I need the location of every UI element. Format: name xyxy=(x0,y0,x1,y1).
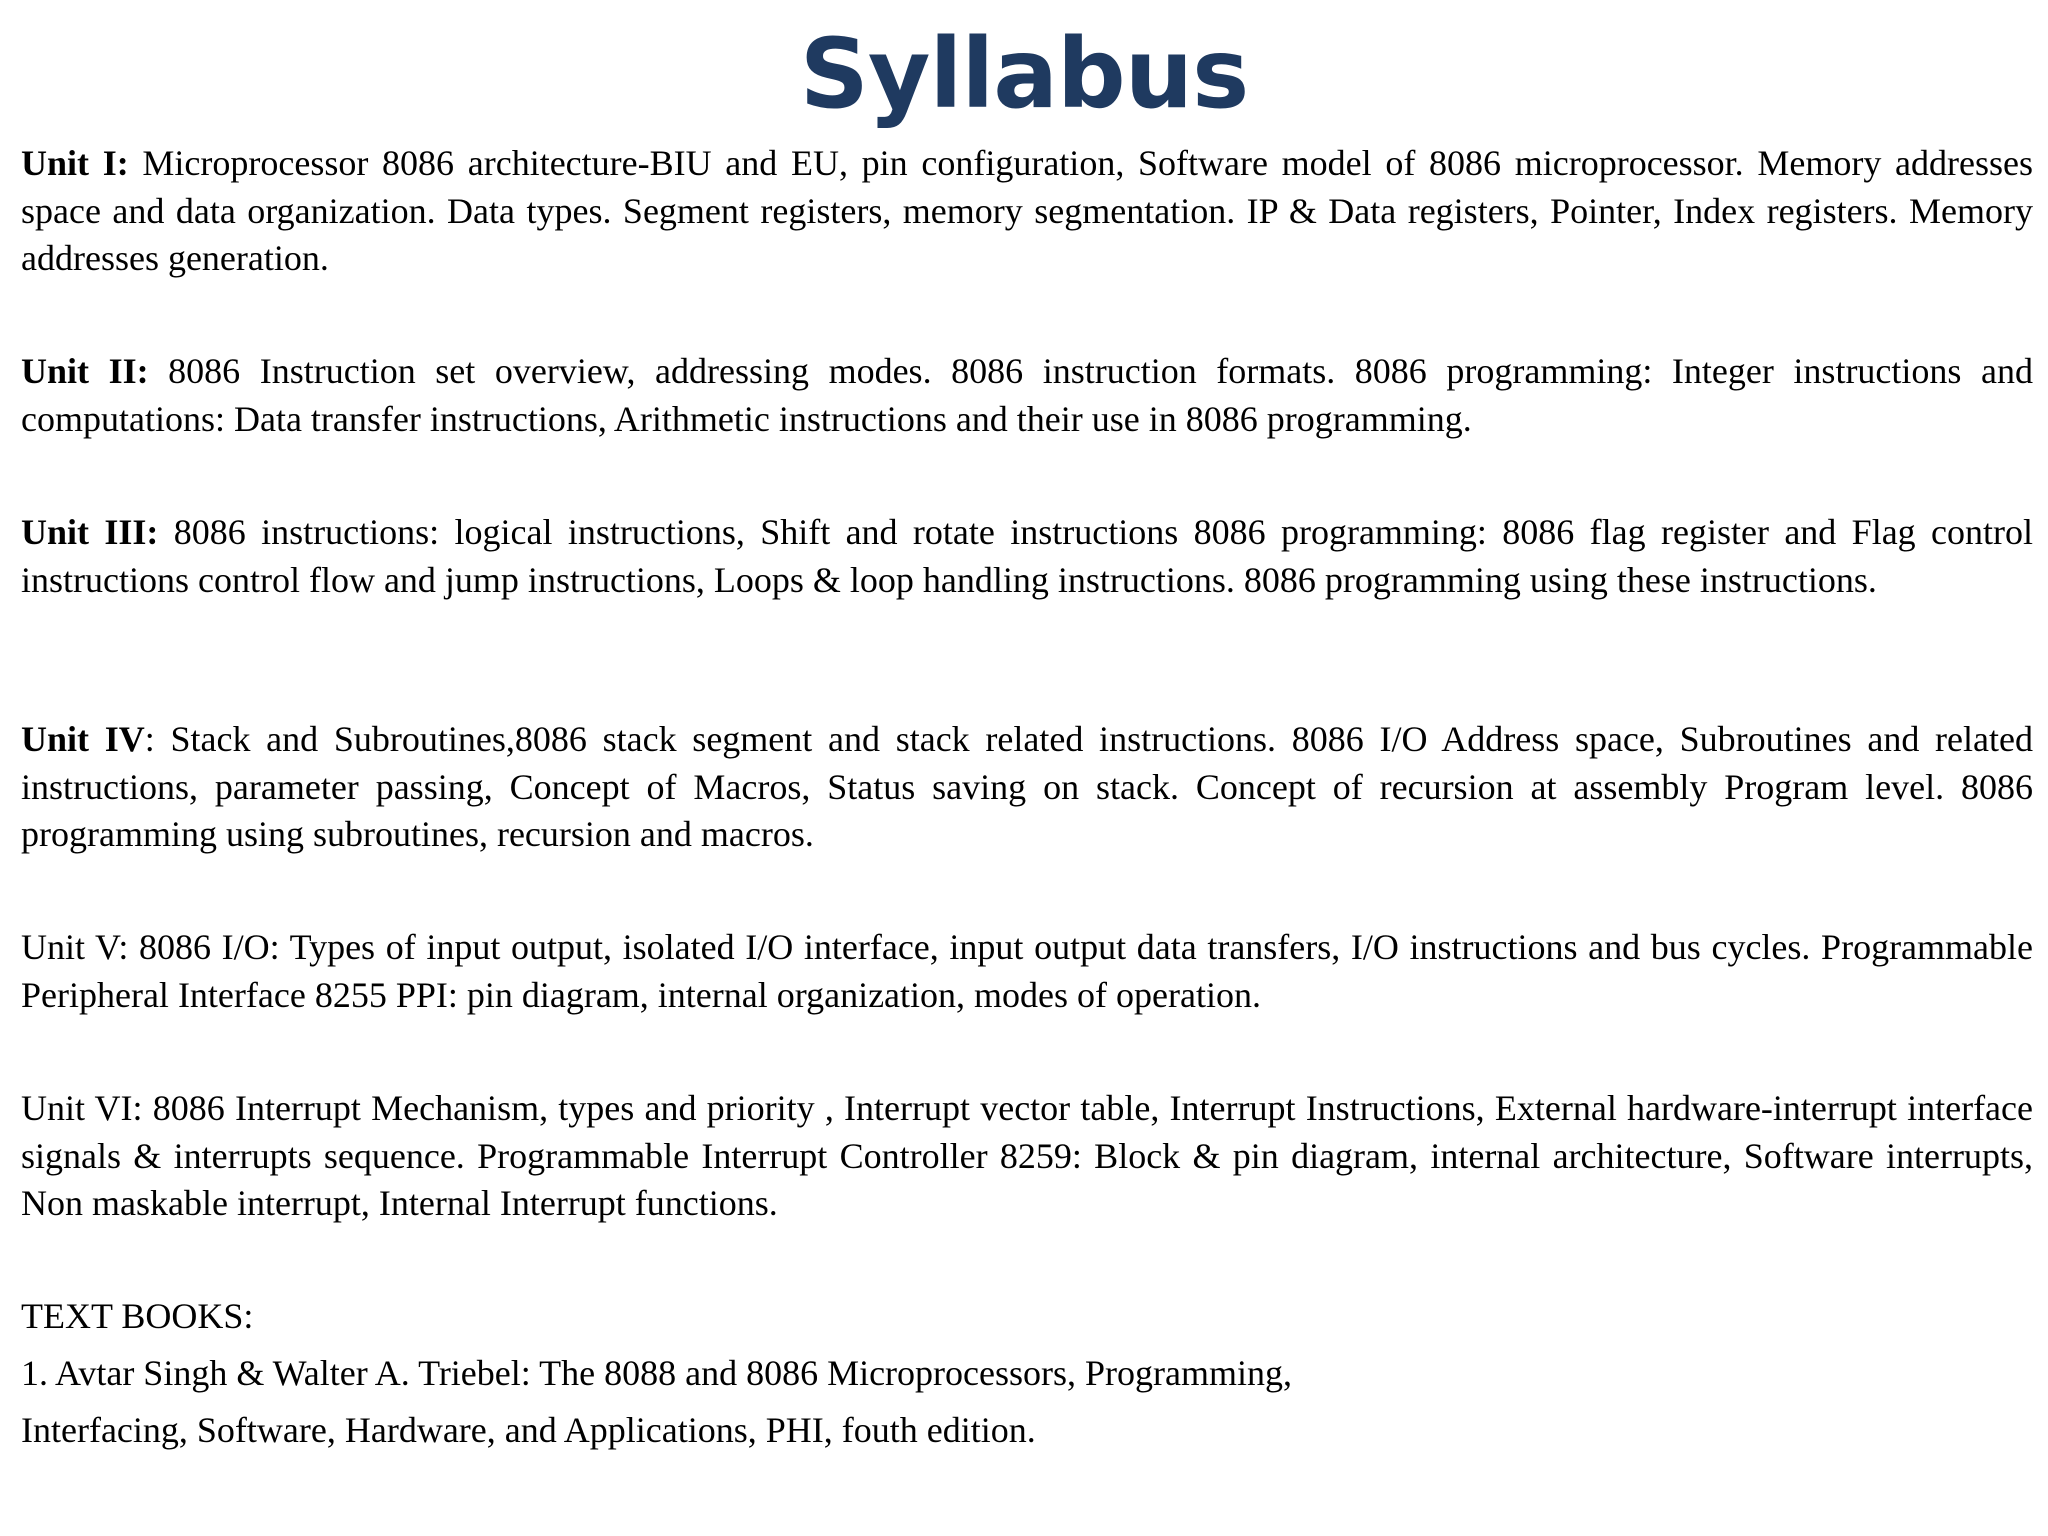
unit-4-paragraph xyxy=(21,716,2033,859)
unit-2-label: Unit II: xyxy=(21,351,149,391)
unit-3-text: 8086 instructions: logical instructions, Shift and rotate instructions 8086 programming: 8086 flag register and Flag control instructions control flow and jump instructions, Loops & loop handling instructions. 8086 programming using these instructions. xyxy=(21,512,2034,600)
page-title: Syllabus xyxy=(799,18,1249,130)
text-book-line-1: 1. Avtar Singh & Walter A. Triebel: The 8088 and 8086 Microprocessors, Programming, xyxy=(21,1353,1292,1393)
unit-3-paragraph xyxy=(21,509,2033,604)
unit-4-text: : Stack and Subroutines,8086 stack segment and stack related instructions. 8086 I/O Address space, Subroutines and related instructions, parameter passing, Concept of Macros, Status saving on stack. Concept of recursion at assembly Program level. 8086 programming using subroutines, recursion and macros. xyxy=(21,719,2033,854)
text-books-heading: TEXT BOOKS: xyxy=(21,1296,254,1336)
unit-2-text: 8086 Instruction set overview, addressing modes. 8086 instruction formats. 8086 programming: Integer instructions and computations: Data transfer instructions, Arithmetic instructions and their use in 8086 programming. xyxy=(21,351,2033,439)
unit-1-text: Microprocessor 8086 architecture-BIU and EU, pin configuration, Software model of 8086 microprocessor. Memory addresses space and data organization. Data types. Segment registers, memory segmentation. IP & Data registers, Pointer, Index registers. Memory addresses generation. xyxy=(21,143,2034,278)
unit-1-label: Unit I: xyxy=(21,143,129,183)
unit-4-label: Unit IV xyxy=(21,719,145,759)
unit-6-paragraph: Unit VI: 8086 Interrupt Mechanism, types and priority , Interrupt vector table, Interrupt Instructions, External hardware-interrupt interface signals & interrupts sequence. Programmable Interrupt Controller 8259: Block & pin diagram, internal architecture, Software interrupts, Non maskable interrupt, Internal Interrupt functions. xyxy=(21,1088,2033,1223)
unit-5-paragraph: Unit V: 8086 I/O: Types of input output, isolated I/O interface, input output data transfers, I/O instructions and bus cycles. Programmable Peripheral Interface 8255 PPI: pin diagram, internal organization, modes of operation. xyxy=(21,927,2033,1015)
unit-2-paragraph xyxy=(21,348,2033,443)
text-book-line-2: Interfacing, Software, Hardware, and Applications, PHI, fouth edition. xyxy=(21,1410,1036,1450)
unit-1-paragraph xyxy=(21,140,2033,283)
unit-3-label: Unit III: xyxy=(21,512,159,552)
